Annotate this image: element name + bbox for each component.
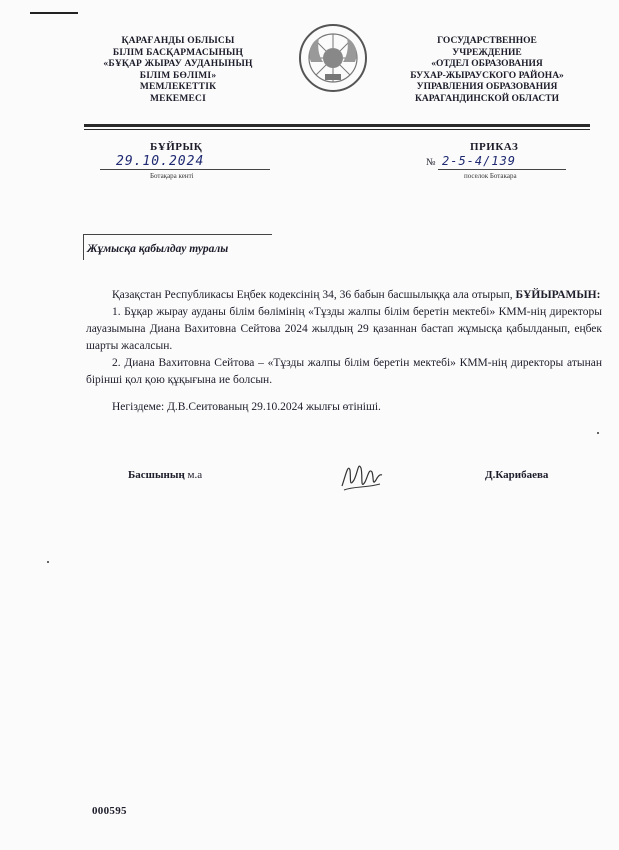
order-basis: Негіздеме: Д.В.Сеитованың 29.10.2024 жылғы өтініші. bbox=[112, 401, 381, 413]
header-ru-line: БУХАР-ЖЫРАУСКОГО РАЙОНА» bbox=[410, 70, 564, 81]
number-underline bbox=[438, 169, 566, 170]
place-kz: Ботақара кенті bbox=[150, 172, 194, 180]
header-ru-line: «ОТДЕЛ ОБРАЗОВАНИЯ bbox=[431, 59, 543, 69]
header-ru-line: ГОСУДАРСТВЕННОЕ bbox=[437, 36, 537, 46]
scan-speck bbox=[47, 561, 49, 563]
order-subject: Жұмысқа қабылдау туралы bbox=[87, 243, 229, 255]
date-underline bbox=[100, 169, 270, 170]
number-sign: № bbox=[426, 157, 436, 168]
header-ru-line: УПРАВЛЕНИЯ ОБРАЗОВАНИЯ bbox=[416, 82, 558, 92]
header-kz bbox=[88, 36, 268, 105]
scan-mark bbox=[30, 12, 78, 14]
signatory-name: Д.Карибаева bbox=[485, 469, 549, 481]
order-title-kz: БҰЙРЫҚ bbox=[150, 141, 203, 153]
header-kz-line: «БҰҚАР ЖЫРАУ АУДАНЫНЫҢ bbox=[103, 59, 253, 69]
order-title-ru: ПРИКАЗ bbox=[470, 141, 519, 153]
order-item-2: 2. Диана Вахитовна Сейтова – «Тұзды жалпы білім беретін мектебі» КММ-нің директоры атынан бірінші қол қою құқығына ие болсын. bbox=[86, 357, 602, 386]
serial-number: 000595 bbox=[92, 805, 127, 817]
place-ru: поселок Ботакара bbox=[464, 172, 517, 180]
header-ru bbox=[382, 36, 592, 105]
signatory-title bbox=[128, 469, 202, 481]
order-number: 2-5-4/139 bbox=[442, 154, 517, 168]
order-body bbox=[86, 287, 602, 416]
header-ru-line: КАРАГАНДИНСКОЙ ОБЛАСТИ bbox=[415, 93, 559, 104]
scan-speck bbox=[597, 432, 599, 434]
header-divider bbox=[84, 124, 590, 127]
preamble-text: Қазақстан Республикасы Еңбек кодексінің 34, 36 бабын басшылыққа ала отырып, bbox=[112, 289, 516, 301]
signatory-title-text: Басшының bbox=[128, 469, 185, 481]
header-kz-line: БІЛІМ БӨЛІМІ» bbox=[139, 70, 217, 81]
header-kz-line: МЕМЛЕКЕТТІК bbox=[139, 82, 217, 92]
order-verb: БҰЙЫРАМЫН: bbox=[515, 289, 601, 301]
handwritten-signature-icon bbox=[336, 456, 386, 496]
header-ru-line: УЧРЕЖДЕНИЕ bbox=[452, 47, 522, 58]
header-kz-line: БІЛІМ БАСҚАРМАСЫНЫҢ bbox=[112, 47, 244, 58]
order-date: 29.10.2024 bbox=[116, 154, 205, 169]
state-emblem-icon bbox=[297, 22, 369, 94]
header-divider-thin bbox=[84, 129, 590, 130]
header-kz-line: МЕКЕМЕСІ bbox=[150, 93, 206, 104]
signatory-title-suffix: м.а bbox=[187, 469, 203, 481]
preamble-paragraph bbox=[86, 287, 602, 304]
header-kz-line: ҚАРАҒАНДЫ ОБЛЫСЫ bbox=[121, 36, 235, 46]
order-item-1: 1. Бұқар жырау ауданы білім бөлімінің «Тұзды жалпы білім беретін мектебі» КММ-нің директоры лауазымына Диана Вахитовна Сейтова 2024 жылдың 29 қазаннан бастап жұмысқа қабылданып, еңбек шарты жасалсын. bbox=[86, 306, 602, 352]
